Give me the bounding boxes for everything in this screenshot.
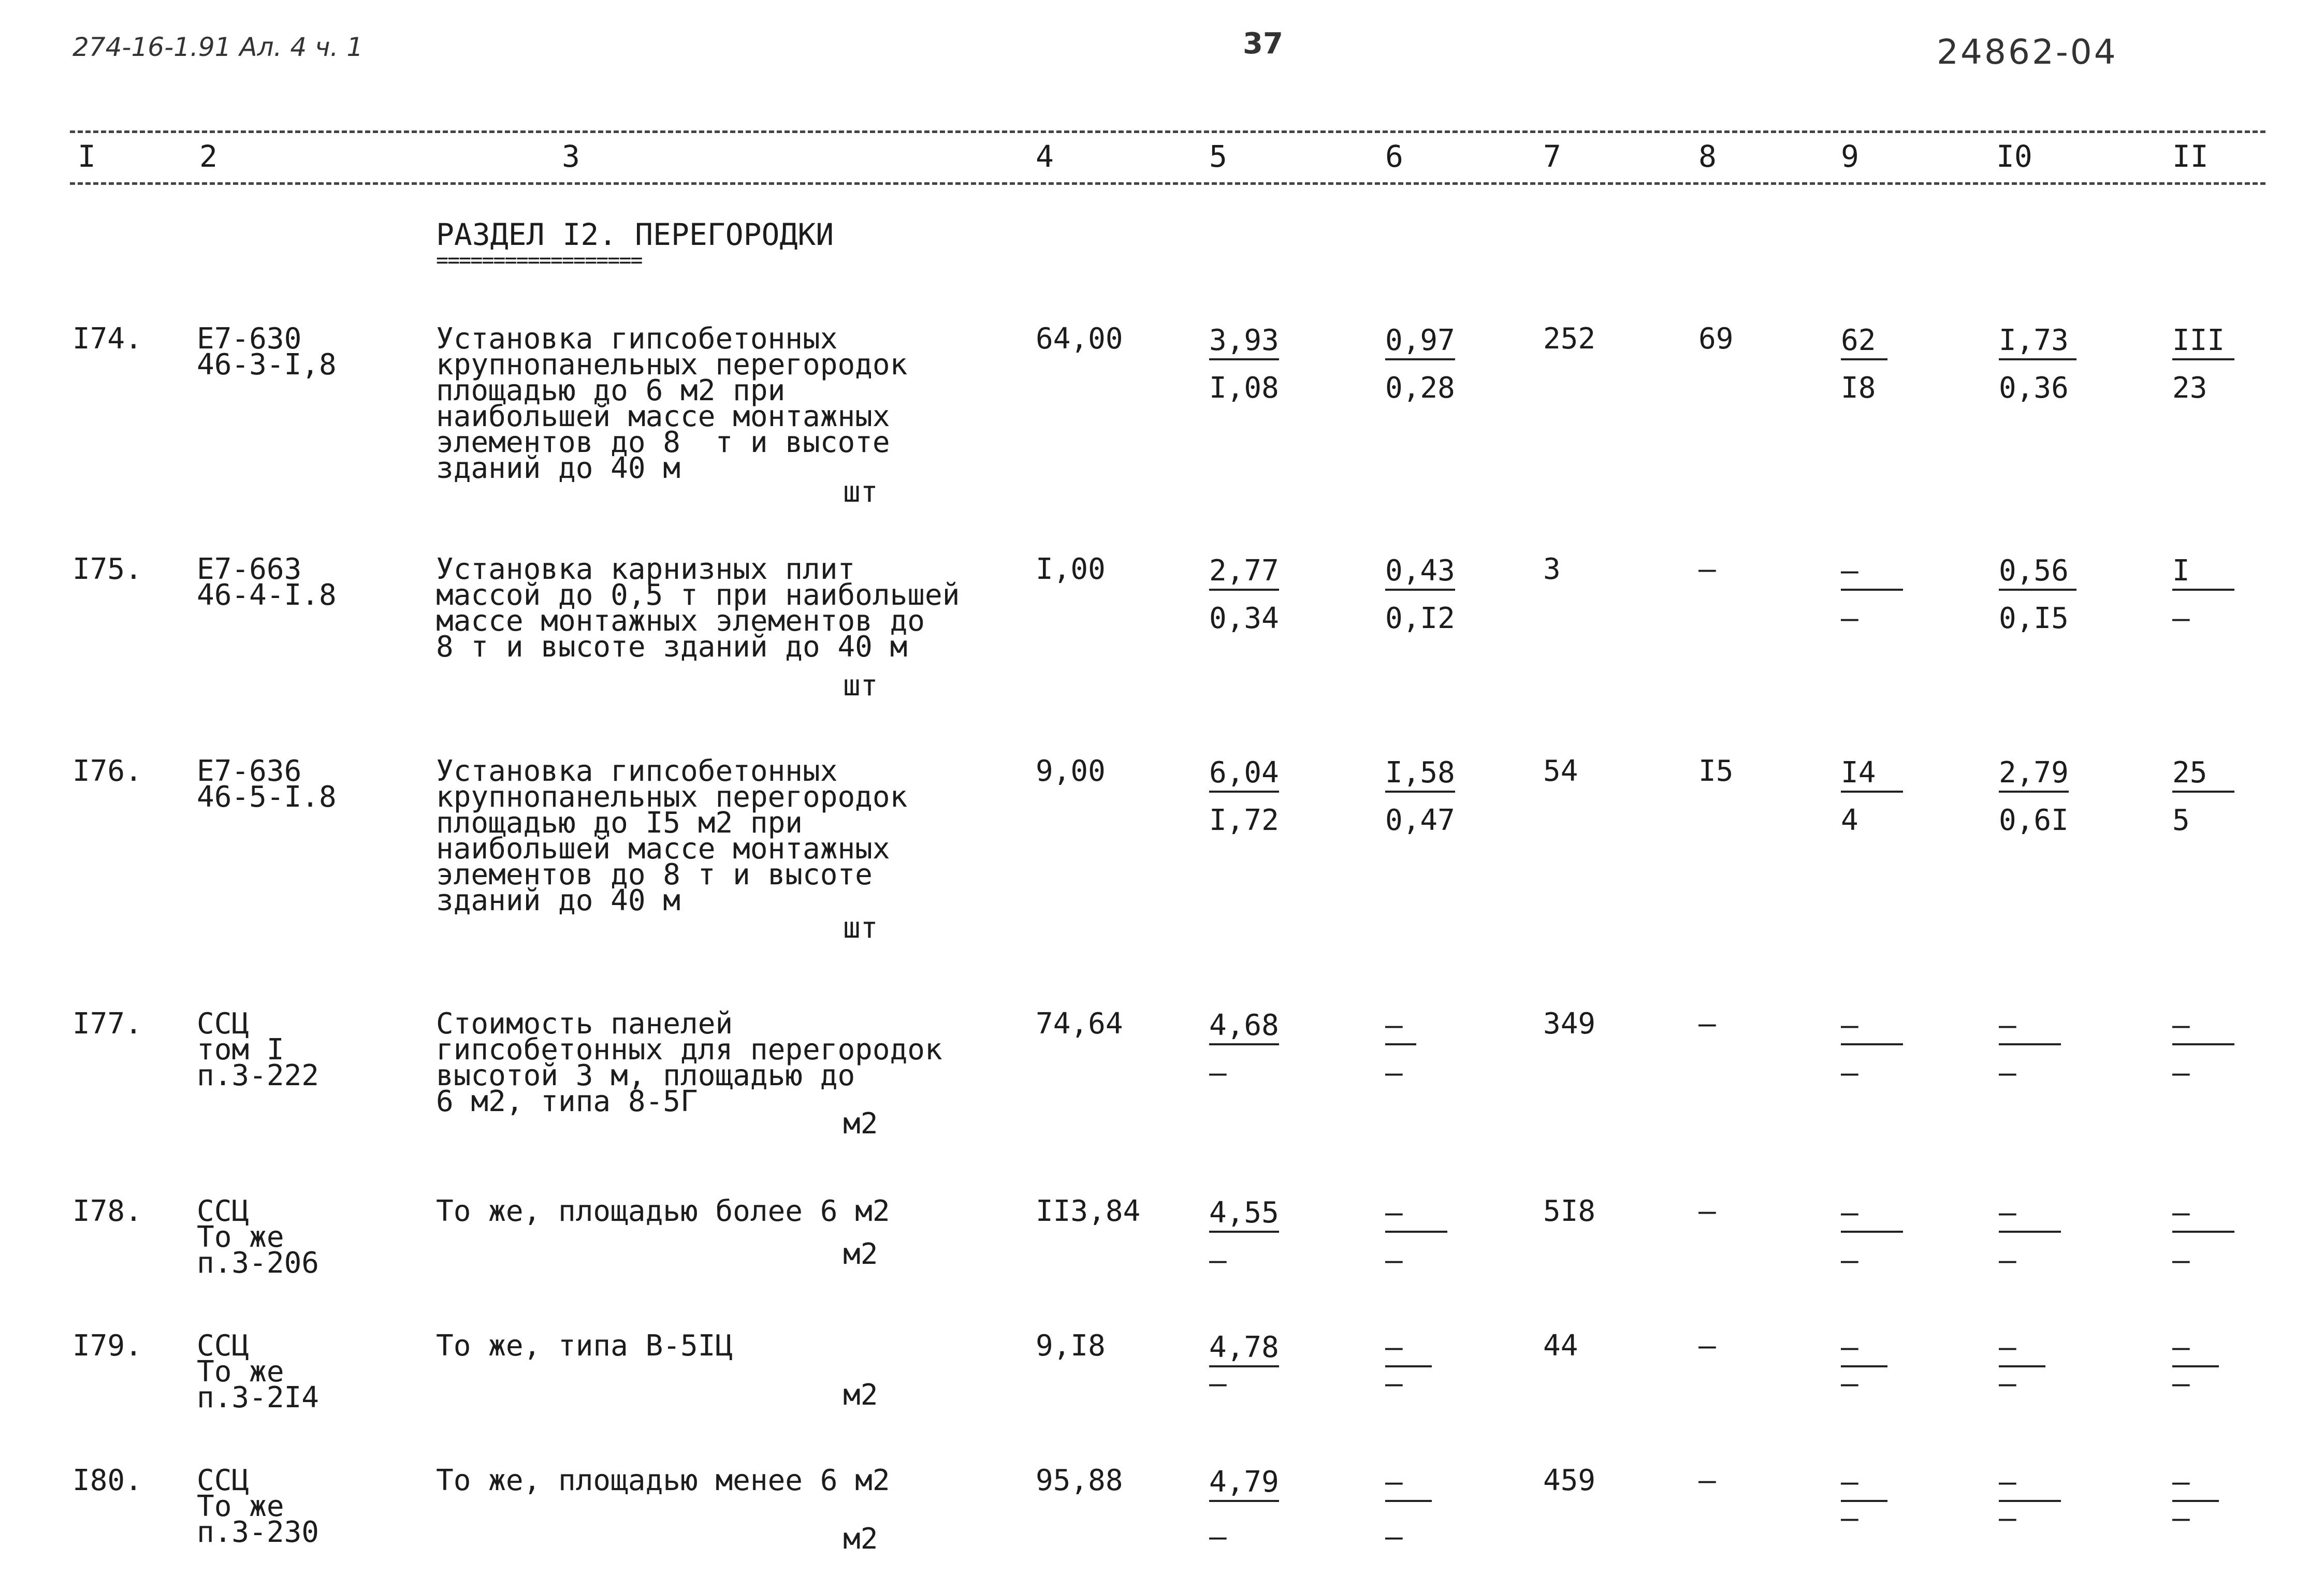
row-number: I75. xyxy=(72,552,142,586)
fraction-col5: $\frac{3,93}{I,08}$ xyxy=(1209,324,1279,405)
fraction-col11: I – xyxy=(2172,557,2234,633)
row-number: I74. xyxy=(72,322,142,356)
row-description: То же, типа В-5IЦ xyxy=(436,1329,733,1363)
fraction-col10: – – xyxy=(1999,1011,2061,1088)
fraction-col5: $\frac{2,77}{0,34}$ xyxy=(1209,554,1279,635)
fraction-col6: – – xyxy=(1385,1011,1416,1088)
fraction-col5: 4,68 – xyxy=(1209,1009,1279,1090)
quantity: II3,84 xyxy=(1036,1194,1141,1228)
row-number: I77. xyxy=(72,1007,142,1041)
column-header: 9 xyxy=(1841,139,1859,174)
norm-code: Е7-663 46-4-I.8 xyxy=(197,552,337,612)
col7-value: 459 xyxy=(1543,1464,1596,1497)
unit: шт xyxy=(843,475,878,509)
row-number: I79. xyxy=(72,1329,142,1363)
quantity: 9,00 xyxy=(1036,754,1106,788)
row-description: Установка гипсобетонных крупнопанельных перегородок площадью до I5 м2 при наибольшей массе монтажных элементов до 8 т и высоте зданий до 40 м xyxy=(436,754,908,917)
unit: м2 xyxy=(843,1522,878,1556)
page-number: 37 xyxy=(1243,27,1283,61)
norm-code: ССЦ том I п.3-222 xyxy=(197,1007,319,1092)
archive-note: 274-16-1.91 Ал. 4 ч. 1 xyxy=(72,32,364,62)
fraction-col10: – – xyxy=(1999,1199,2061,1275)
col8-value: – xyxy=(1698,552,1716,586)
fraction-col6: – – xyxy=(1385,1333,1432,1398)
fraction-col11: III 23 xyxy=(2172,326,2234,403)
unit: м2 xyxy=(843,1107,878,1141)
fraction-col9: $\frac{I4}{4}$ xyxy=(1841,758,1903,835)
fraction-col11: – – xyxy=(2172,1199,2234,1275)
quantity: 9,I8 xyxy=(1036,1329,1106,1363)
column-header: 5 xyxy=(1209,139,1227,174)
norm-code: ССЦ То же п.3-2I4 xyxy=(197,1329,319,1414)
fraction-col10: – – xyxy=(1999,1468,2061,1533)
norm-code: ССЦ То же п.3-206 xyxy=(197,1194,319,1280)
row-number: I80. xyxy=(72,1464,142,1497)
col7-value: 3 xyxy=(1543,552,1561,586)
col8-value: – xyxy=(1698,1329,1716,1363)
col7-value: 349 xyxy=(1543,1007,1596,1041)
document-number: 24862-04 xyxy=(1937,32,2118,72)
col7-value: 44 xyxy=(1543,1329,1578,1363)
fraction-col10: – – xyxy=(1999,1333,2045,1398)
col8-value: I5 xyxy=(1698,754,1734,788)
fraction-col9: – – xyxy=(1841,1333,1887,1398)
unit: шт xyxy=(843,669,878,703)
col8-value: 69 xyxy=(1698,322,1734,356)
column-header: I0 xyxy=(1996,139,2032,174)
fraction-col6: $\frac{I,58}{0,47}$ xyxy=(1385,756,1455,837)
row-number: I78. xyxy=(72,1194,142,1228)
fraction-col10: $\frac{I,73}{0,36}$ xyxy=(1999,326,2076,403)
row-number: I76. xyxy=(72,754,142,788)
fraction-col9: – – xyxy=(1841,557,1903,633)
fraction-col5: $\frac{6,04}{I,72}$ xyxy=(1209,756,1279,837)
header-rule-top xyxy=(70,130,2265,133)
fraction-col5: 4,79 – xyxy=(1209,1465,1279,1554)
norm-code: Е7-630 46-3-I,8 xyxy=(197,322,337,382)
col8-value: – xyxy=(1698,1007,1716,1041)
fraction-col9: $\frac{62}{I8}$ xyxy=(1841,326,1887,403)
fraction-col9: – – xyxy=(1841,1468,1887,1533)
row-description: То же, площадью более 6 м2 xyxy=(436,1194,890,1228)
row-description: Установка гипсобетонных крупнопанельных перегородок площадью до 6 м2 при наибольшей массе монтажных элементов до 8 т и высоте зданий до 40 м xyxy=(436,322,908,485)
fraction-col5: 4,55 – xyxy=(1209,1196,1279,1277)
column-header: I xyxy=(78,139,96,174)
quantity: 74,64 xyxy=(1036,1007,1123,1041)
quantity: I,00 xyxy=(1036,552,1106,586)
fraction-col6: – – xyxy=(1385,1468,1432,1552)
fraction-col10: $\frac{0,56}{0,I5}$ xyxy=(1999,557,2076,633)
col7-value: 5I8 xyxy=(1543,1194,1596,1228)
column-header: 3 xyxy=(562,139,580,174)
fraction-col6: $\frac{0,97}{0,28}$ xyxy=(1385,324,1455,405)
column-header: 6 xyxy=(1385,139,1403,174)
unit: шт xyxy=(843,911,878,945)
col8-value: – xyxy=(1698,1464,1716,1497)
row-description: Стоимость панелей гипсобетонных для перегородок высотой 3 м, площадью до 6 м2, типа 8-5Г xyxy=(436,1007,942,1118)
column-header: 8 xyxy=(1698,139,1717,174)
fraction-col11: – – xyxy=(2172,1011,2234,1088)
unit: м2 xyxy=(843,1378,878,1412)
row-description: Установка карнизных плит массой до 0,5 т при наибольшей массе монтажных элементов до 8 т и высоте зданий до 40 м xyxy=(436,552,960,664)
section-title: РАЗДЕЛ I2. ПЕРЕГОРОДКИ xyxy=(436,217,834,252)
fraction-col6: – – xyxy=(1385,1199,1447,1275)
col7-value: 54 xyxy=(1543,754,1578,788)
quantity: 64,00 xyxy=(1036,322,1123,356)
norm-code: ССЦ То же п.3-230 xyxy=(197,1464,319,1549)
section-title-underline: ================== xyxy=(436,249,642,272)
fraction-col6: $\frac{0,43}{0,I2}$ xyxy=(1385,554,1455,635)
fraction-col10: $\frac{2,79}{0,6I}$ xyxy=(1999,756,2069,837)
fraction-col11: – – xyxy=(2172,1468,2219,1533)
col7-value: 252 xyxy=(1543,322,1596,356)
row-description: То же, площадью менее 6 м2 xyxy=(436,1464,890,1497)
fraction-col5: 4,78 – xyxy=(1209,1331,1279,1401)
column-header: II xyxy=(2172,139,2209,174)
fraction-col9: – – xyxy=(1841,1011,1903,1088)
fraction-col9: – – xyxy=(1841,1199,1903,1275)
column-header: 2 xyxy=(199,139,217,174)
unit: м2 xyxy=(843,1237,878,1271)
col8-value: – xyxy=(1698,1194,1716,1228)
fraction-col11: $\frac{25}{5}$ xyxy=(2172,758,2234,835)
column-header: 7 xyxy=(1543,139,1561,174)
quantity: 95,88 xyxy=(1036,1464,1123,1497)
header-rule-bottom xyxy=(70,182,2265,185)
fraction-col11: – – xyxy=(2172,1333,2219,1398)
column-header: 4 xyxy=(1036,139,1054,174)
norm-code: Е7-636 46-5-I.8 xyxy=(197,754,337,814)
